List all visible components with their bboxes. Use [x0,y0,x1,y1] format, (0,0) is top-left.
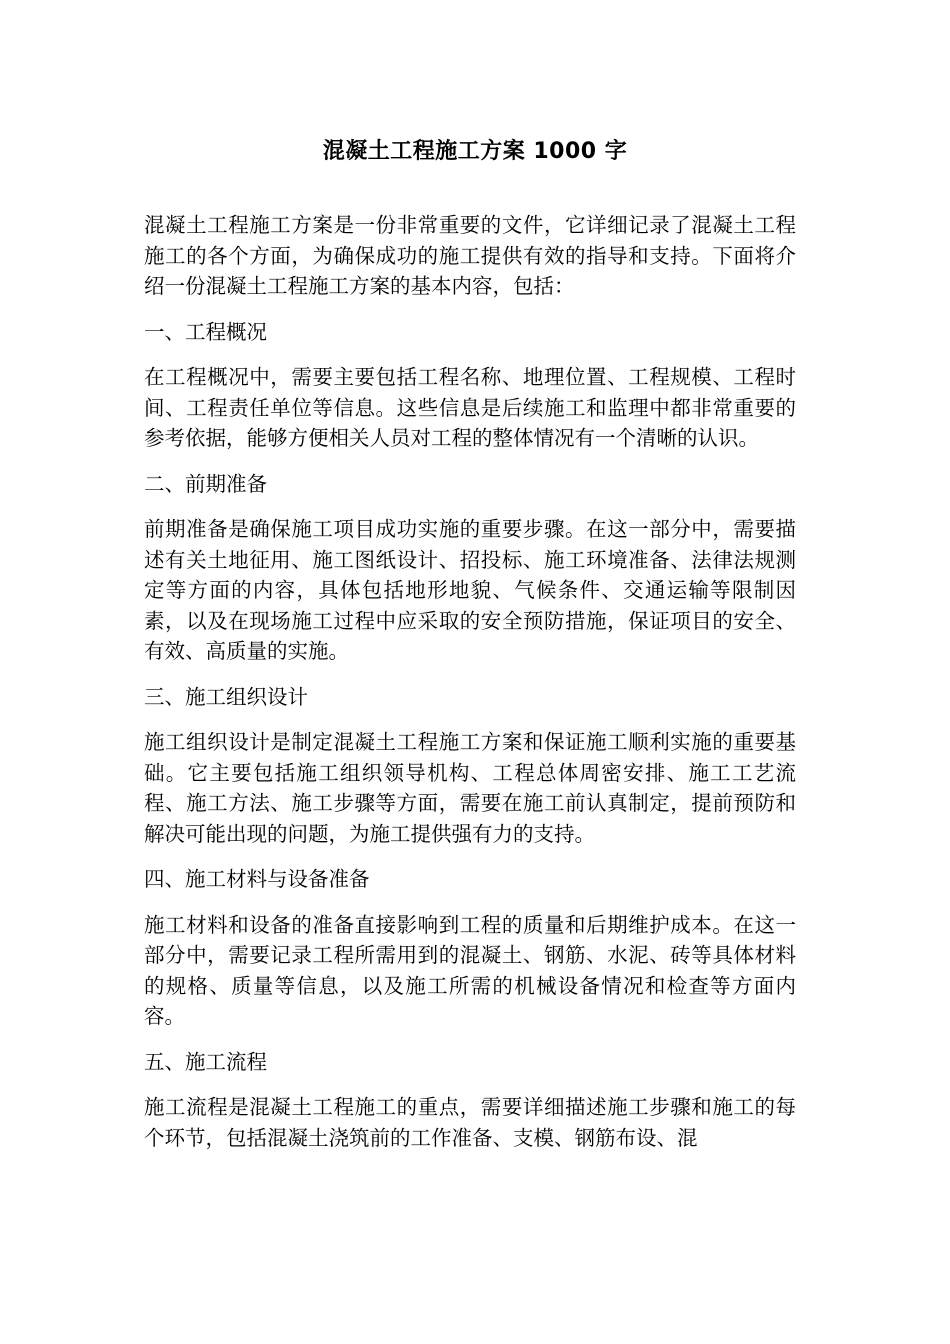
intro-paragraph: 混凝土工程施工方案是一份非常重要的文件，它详细记录了混凝土工程施工的各个方面，为确保成功的施工提供有效的指导和支持。下面将介绍一份混凝土工程施工方案的基本内容，包括： [144,213,796,298]
section-body-process: 施工流程是混凝土工程施工的重点，需要详细描述施工步骤和施工的每个环节，包括混凝土浇筑前的工作准备、支模、钢筋布设、混 [144,1095,796,1150]
section-heading-preparation: 二、前期准备 [144,471,267,496]
section-heading-overview: 一、工程概况 [144,319,267,344]
document-body [144,210,796,1168]
section-heading-process: 五、施工流程 [144,1049,267,1074]
document-title: 混凝土工程施工方案 1000 字 [322,139,628,164]
section-body-overview: 在工程概况中，需要主要包括工程名称、地理位置、工程规模、工程时间、工程责任单位等信息。这些信息是后续施工和监理中都非常重要的参考依据，能够方便相关人员对工程的整体情况有一个清晰的认识。 [144,365,796,450]
section-body-organization: 施工组织设计是制定混凝土工程施工方案和保证施工顺利实施的重要基础。它主要包括施工组织领导机构、工程总体周密安排、施工工艺流程、施工方法、施工步骤等方面，需要在施工前认真制定，提前预防和解决可能出现的问题，为施工提供强有力的支持。 [144,730,796,846]
section-heading-organization: 三、施工组织设计 [144,684,308,709]
section-heading-materials: 四、施工材料与设备准备 [144,867,370,891]
section-body-preparation: 前期准备是确保施工项目成功实施的重要步骤。在这一部分中，需要描述有关土地征用、施工图纸设计、招投标、施工环境准备、法律法规测定等方面的内容，具体包括地形地貌、气候条件、交通运输等限制因素，以及在现场施工过程中应采取的安全预防措施，保证项目的安全、有效、高质量的实施。 [144,517,796,663]
section-body-materials: 施工材料和设备的准备直接影响到工程的质量和后期维护成本。在这一部分中，需要记录工程所需用到的混凝土、钢筋、水泥、砖等具体材料的规格、质量等信息，以及施工所需的机械设备情况和检查等方面内容。 [144,912,796,1028]
